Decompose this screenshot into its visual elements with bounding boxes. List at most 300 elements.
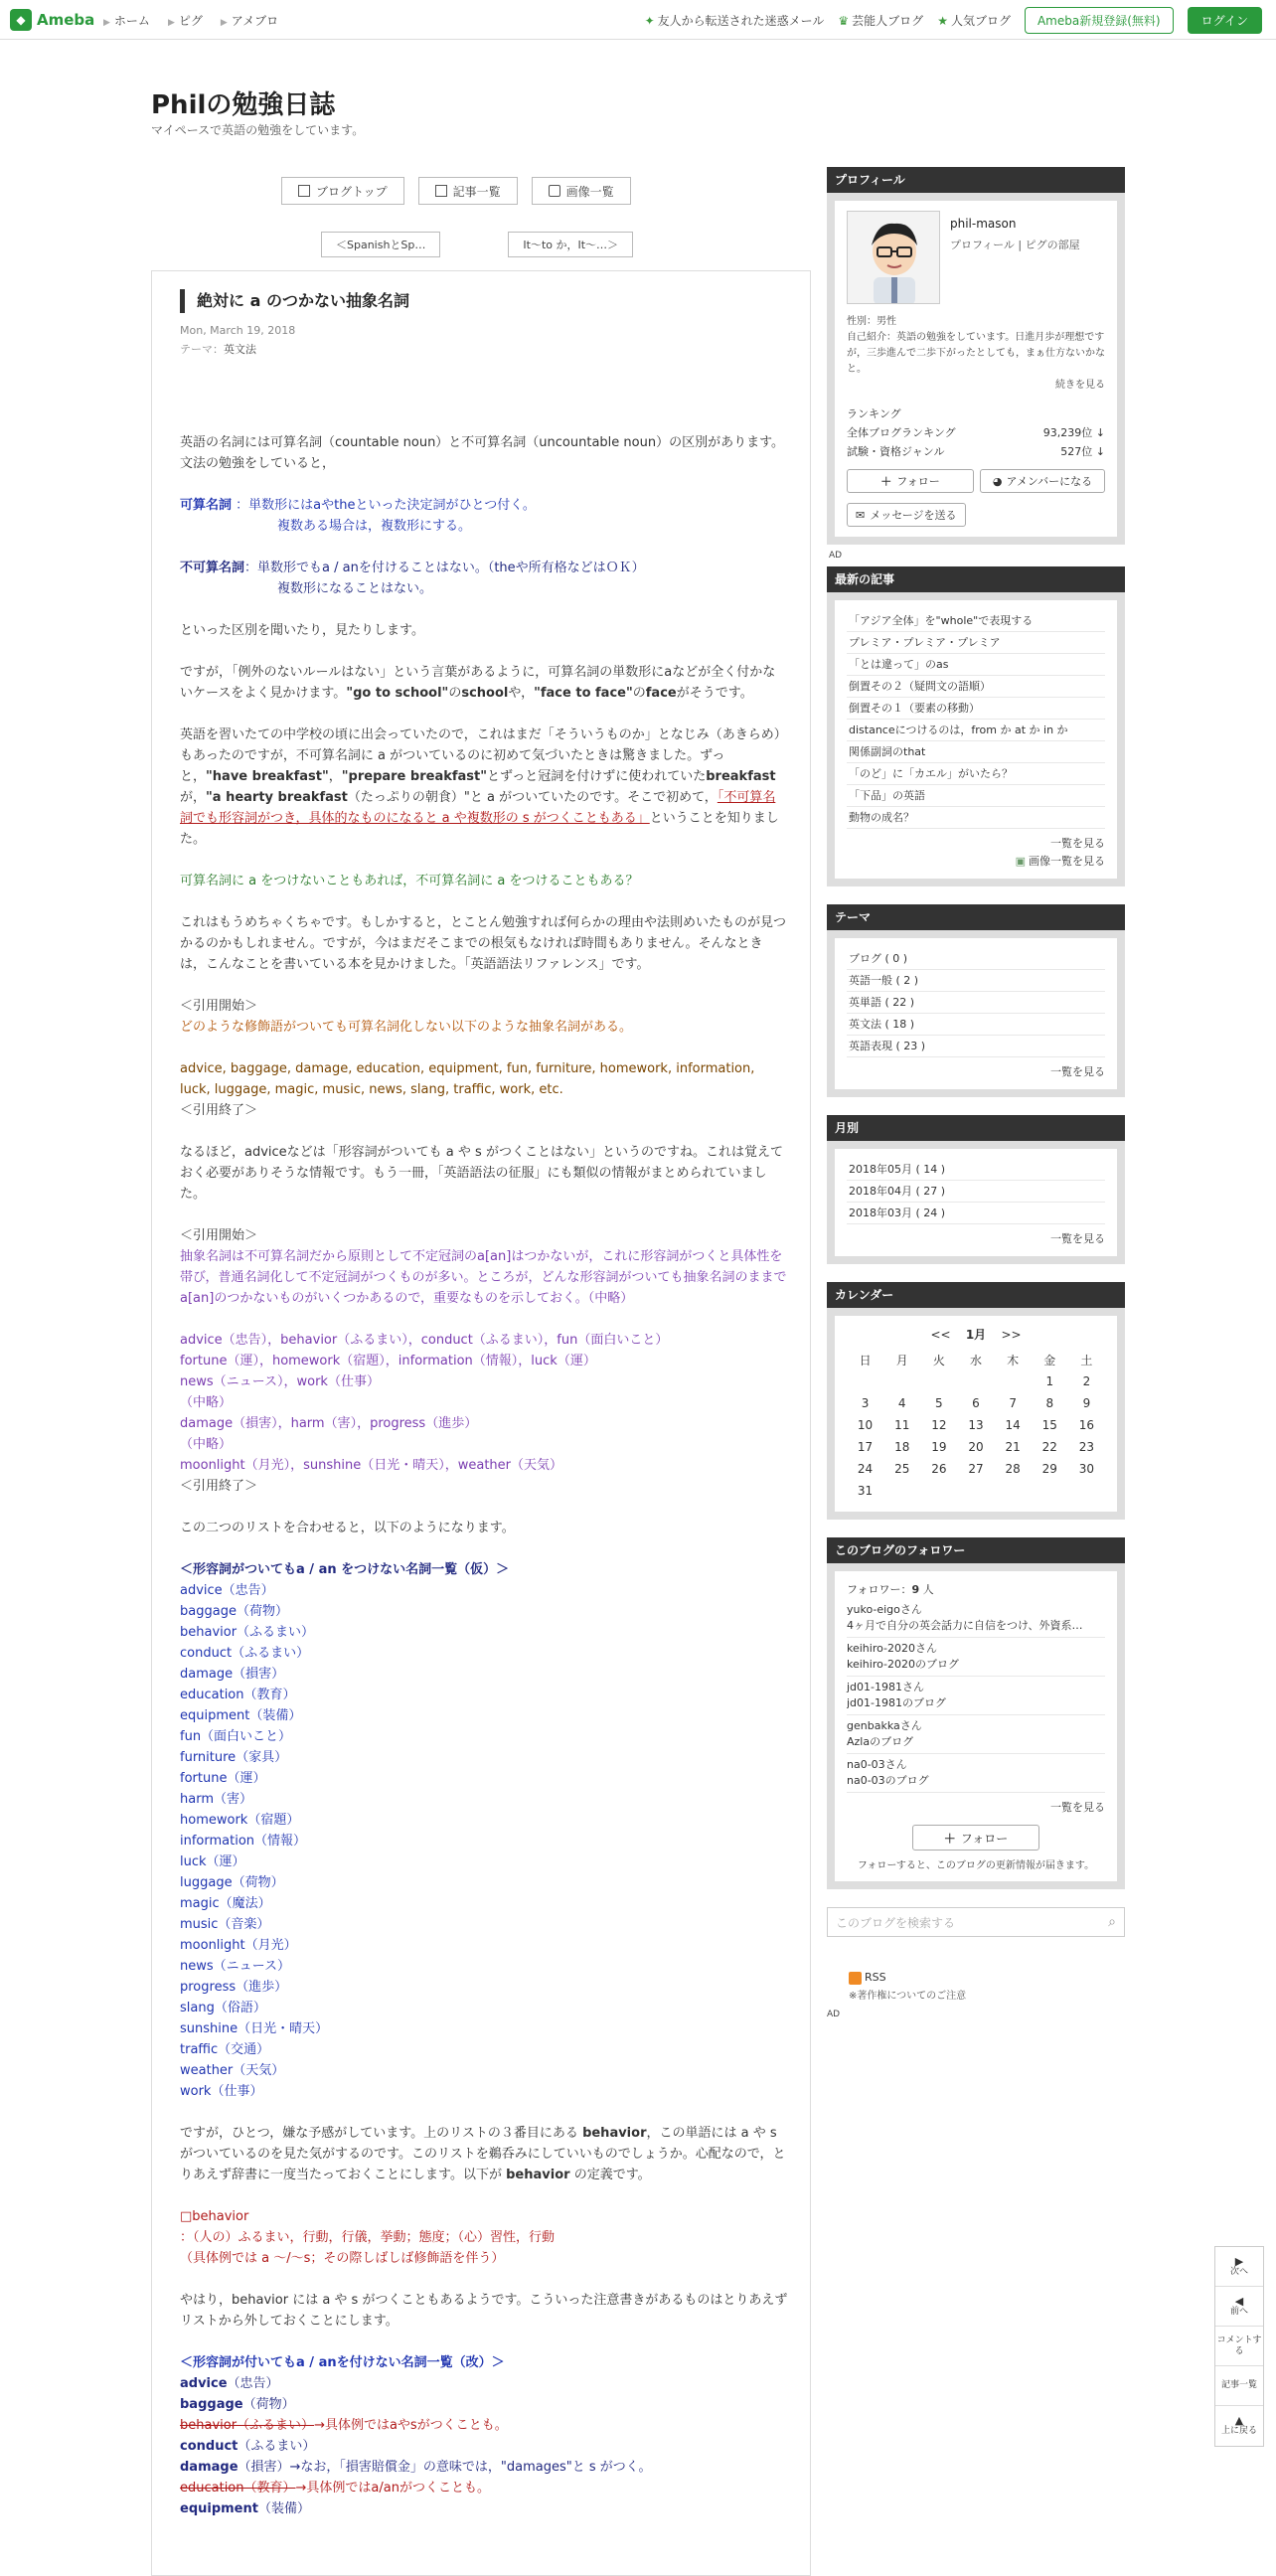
link-popular-blog[interactable] xyxy=(937,12,1011,29)
calendar-day[interactable]: 24 xyxy=(857,1462,874,1476)
calendar-weekday: 月 xyxy=(895,1353,908,1368)
follower-item[interactable] xyxy=(847,1677,1105,1715)
follower-name[interactable]: jd01-1981さん xyxy=(847,1681,924,1693)
search-icon[interactable]: ⌕ xyxy=(1108,1914,1116,1930)
float-prev-button[interactable] xyxy=(1215,2287,1263,2327)
calendar-day[interactable]: 6 xyxy=(972,1396,980,1410)
float-top-button[interactable] xyxy=(1215,2406,1263,2446)
recent-article-link[interactable]: 「アジア全体」を"whole"で表現する xyxy=(847,610,1105,632)
article-list-button[interactable] xyxy=(418,177,518,205)
calendar-week-row xyxy=(847,1414,1105,1436)
pigg-room-link[interactable]: ピグの部屋 xyxy=(1025,239,1080,251)
list-item xyxy=(180,2478,788,2498)
list-title: ＜形容詞がついてもa / an をつけない名詞一覧（仮）＞ xyxy=(180,1562,510,1577)
monthly-more-link[interactable]: 一覧を見る xyxy=(1050,1232,1105,1245)
paragraph: といった区別を聞いたり，見たりします。 xyxy=(180,623,424,638)
recent-article-link[interactable]: プレミア・プレミア・プレミア xyxy=(847,632,1105,654)
list-item: work（仕事） xyxy=(180,2084,263,2099)
list-item: damage（損害） xyxy=(180,1667,285,1682)
float-prev-label: 前へ xyxy=(1229,2306,1248,2317)
calendar-weekday-row xyxy=(847,1349,1105,1370)
calendar-day[interactable]: 8 xyxy=(1045,1396,1054,1410)
profile-buttons xyxy=(847,469,1105,493)
float-top-label: 上に戻る xyxy=(1220,2426,1257,2436)
follower-item[interactable] xyxy=(847,1754,1105,1793)
calendar-day xyxy=(883,1480,920,1502)
profile-meta xyxy=(847,304,1105,394)
theme-link[interactable]: 英語表現 ( 23 ) xyxy=(847,1036,1105,1057)
ranking-label[interactable]: 全体ブログランキング xyxy=(847,426,956,439)
follow-label: フォロー xyxy=(960,1831,1009,1846)
chevron-right-icon: ▶ xyxy=(167,17,175,28)
ranking-row xyxy=(847,424,1105,440)
register-button[interactable]: Ameba新規登録(無料) xyxy=(1025,7,1174,34)
calendar-week-row xyxy=(847,1370,1105,1392)
calendar-month: 1月 xyxy=(965,1328,987,1342)
uncountable-line-1: ：単数形でもa / anを付けることはない。（theや所有格などはＯＫ） xyxy=(244,561,645,575)
profile-buttons xyxy=(847,503,1105,527)
ranking-value: 93,239位 ↓ xyxy=(1042,426,1105,439)
struck-noun: education（教育） xyxy=(180,2481,296,2496)
list-item: weather（天気） xyxy=(180,2063,285,2078)
list-item: behavior（ふるまい） xyxy=(180,1625,315,1640)
calendar-day[interactable]: 21 xyxy=(1005,1440,1021,1454)
list-title: ＜形容詞が付いてもa / anを付けない名詞一覧（改）＞ xyxy=(180,2355,505,2370)
profile-links: プロフィール | ピグの部屋 xyxy=(950,239,1080,251)
recent-article-link[interactable]: 「下品」の英語 xyxy=(847,785,1105,807)
quote-line: moonlight（月光），sunshine（日光・晴天），weather（天気） xyxy=(180,1458,563,1473)
calendar-day xyxy=(847,1370,883,1392)
image-list-button[interactable] xyxy=(532,177,631,205)
plus-icon: ＋ xyxy=(880,475,892,488)
followers-box xyxy=(827,1537,1125,1889)
question-highlight: 可算名詞に a をつけないこともあれば，不可算名詞に a をつけることもある？ xyxy=(180,874,639,888)
quote-line: damage（損害），harm（害），progress（進歩） xyxy=(180,1416,478,1431)
calendar-day[interactable]: 15 xyxy=(1041,1418,1057,1432)
calendar-week-row xyxy=(847,1392,1105,1414)
link-spam-mail[interactable] xyxy=(645,12,825,29)
rss-link[interactable] xyxy=(827,1971,1125,1985)
ameba-logo[interactable] xyxy=(10,8,94,32)
calendar-week-row xyxy=(847,1436,1105,1458)
follower-name[interactable]: na0-03さん xyxy=(847,1758,907,1771)
noun-note: →具体例ではa/anがつくことも。 xyxy=(295,2481,490,2496)
calendar-day xyxy=(957,1480,994,1502)
recent-article-link[interactable]: 「のど」に「カエル」がいたら？ xyxy=(847,763,1105,785)
recent-header: 最新の記事 xyxy=(827,566,1125,592)
calendar-day[interactable]: 9 xyxy=(1082,1396,1091,1410)
calendar-day[interactable]: 28 xyxy=(1005,1462,1021,1476)
text-run: ということを知りました。 xyxy=(180,811,779,847)
list-item: information（情報） xyxy=(180,1834,307,1849)
monthly-list xyxy=(847,1159,1105,1224)
recent-article-link[interactable]: 「とは違って」のas xyxy=(847,654,1105,676)
noun: conduct xyxy=(180,2439,239,2454)
search-placeholder: このブログを検索する xyxy=(836,1915,956,1930)
noun: baggage xyxy=(180,2397,243,2412)
next-article-button[interactable]: It～to か，It～…＞ xyxy=(508,232,633,257)
floating-nav xyxy=(1214,2246,1264,2447)
paragraph: 英語の名詞には可算名詞（countable noun）と不可算名詞（uncountable noun）の区別があります。文法の勉強をしていると， xyxy=(180,435,785,471)
uncountable-definition xyxy=(180,558,788,578)
uncountable-line-2: 複数形になることはない。 xyxy=(277,581,433,596)
text-bold: "go to school" xyxy=(346,686,449,701)
calendar-header: カレンダー xyxy=(827,1282,1125,1308)
quote-start: ＜引用開始＞ xyxy=(180,999,258,1014)
monthly-link[interactable]: 2018年03月 ( 24 ) xyxy=(847,1203,1105,1224)
calendar-day xyxy=(883,1370,920,1392)
text-bold: breakfast xyxy=(706,769,776,784)
blog-top-label: ブログトップ xyxy=(316,184,388,199)
follower-name[interactable]: yuko-eigoさん xyxy=(847,1603,922,1616)
text-run: の xyxy=(632,686,646,701)
list-item: harm（害） xyxy=(180,1792,252,1807)
calendar-day[interactable]: 13 xyxy=(968,1418,984,1432)
article-theme xyxy=(180,341,256,357)
chevron-right-icon: ▶ xyxy=(220,17,228,28)
mail-icon: ✉ xyxy=(856,508,866,522)
noun-note: →具体例ではaやsがつくことも。 xyxy=(314,2418,508,2433)
profile-more-link[interactable]: 続きを見る xyxy=(1055,380,1105,391)
quote-line: fortune（運），homework（宿題），information（情報），luck（運） xyxy=(180,1354,596,1368)
amember-button[interactable] xyxy=(980,469,1105,493)
calendar-day[interactable]: 16 xyxy=(1078,1418,1095,1432)
list-item xyxy=(180,2498,788,2519)
crown-icon: ♛ xyxy=(838,13,850,28)
logo-text: Ameba xyxy=(37,11,95,29)
camera-icon xyxy=(549,185,560,197)
text-run: ですが，「例外のないルールはない」という言葉があるように，可算名詞の単数形にaなどが全く付かないケースをよく見かけます。 xyxy=(180,665,776,701)
nav-ameblo-label: アメブロ xyxy=(231,13,279,28)
text-run: や， xyxy=(508,686,535,701)
calendar-weekday: 土 xyxy=(1080,1353,1093,1368)
calendar-day xyxy=(920,1370,957,1392)
article-pager xyxy=(321,232,633,257)
nav-pigg-label: ピグ xyxy=(178,13,203,28)
list-item: baggage（荷物） xyxy=(180,1604,288,1619)
float-list-button[interactable] xyxy=(1215,2366,1263,2406)
calendar-day[interactable]: 14 xyxy=(1005,1418,1021,1432)
text-bold: "face to face" xyxy=(534,686,633,701)
quote-line: （中略） xyxy=(180,1437,233,1452)
calendar-day[interactable]: 20 xyxy=(968,1440,984,1454)
text-bold: behavior xyxy=(582,2126,647,2141)
copyright-note-link[interactable]: ※著作権についてのご注意 xyxy=(849,1990,967,2002)
followers-header: このブログのフォロワー xyxy=(827,1537,1125,1563)
paragraph xyxy=(180,724,788,850)
float-list-label: 記事一覧 xyxy=(1220,2380,1257,2390)
star-icon: ✦ xyxy=(644,13,655,28)
profile-link[interactable]: プロフィール xyxy=(950,239,1015,251)
follower-item[interactable] xyxy=(847,1599,1105,1638)
list-item: slang（俗語） xyxy=(180,2001,266,2015)
calendar-day[interactable]: 25 xyxy=(894,1462,910,1476)
top-nav xyxy=(103,0,278,40)
paragraph: なるほど，adviceなどは「形容詞がついても a や s がつくことはない」というのですね。これは覚えておく必要がありそうな情報です。もう一冊，「英語語法の征服」にも類似の情報がまとめられていました。 xyxy=(180,1145,783,1202)
text-bold: face xyxy=(645,686,677,701)
list-item: fortune（運） xyxy=(180,1771,266,1786)
noun-meaning: （装備） xyxy=(257,2501,310,2516)
calendar-day xyxy=(1032,1480,1068,1502)
list-item: magic（魔法） xyxy=(180,1896,271,1911)
quote-end: ＜引用終了＞ xyxy=(180,1479,258,1494)
article xyxy=(151,270,811,2576)
text-run: ですが，ひとつ，嫌な予感がしています。上のリストの３番目にある xyxy=(180,2126,578,2141)
nav-ameblo[interactable] xyxy=(221,12,278,29)
text-run: 英語を習いたての中学校の頃に出会っていたので，これはまだ「そういうものか」となじみ（あきらめ）もあったのですが，不可算名詞に a がついているのに初めて気づいたときは驚きました。ずっと， xyxy=(180,727,787,784)
text-run: とずっと冠詞を付けずに使われていた xyxy=(487,769,707,784)
follower-count-value: 9 xyxy=(911,1583,920,1596)
theme-link[interactable]: 英文法 xyxy=(224,343,256,356)
document-icon xyxy=(298,185,310,197)
float-comment-label: コメントする xyxy=(1216,2334,1262,2356)
paragraph xyxy=(180,2123,788,2185)
dictionary-note: （具体例では a ～/～s；その際しばしば修飾語を伴う） xyxy=(180,2251,505,2266)
paragraph: この二つのリストを合わせると，以下のようになります。 xyxy=(180,1521,515,1535)
list-item xyxy=(180,2373,788,2394)
nav-home[interactable] xyxy=(103,12,150,29)
recent-more-link[interactable]: 一覧を見る xyxy=(1050,837,1105,850)
calendar-day[interactable]: 29 xyxy=(1041,1462,1057,1476)
follower-item[interactable] xyxy=(847,1638,1105,1677)
calendar-day[interactable]: 12 xyxy=(931,1418,947,1432)
nav-pigg[interactable] xyxy=(168,12,203,29)
quote-line: news（ニュース），work（仕事） xyxy=(180,1374,380,1389)
countable-line-1: ：単数形にはaやtheといった決定詞がひとつ付く。 xyxy=(236,498,536,513)
quote-text: 抽象名詞は不可算名詞だから原則として不定冠詞のa[an]はつかないが，これに形容詞がつくと具体性を帯び，普通名詞化して不定冠詞がつくものが多い。ところが，どんな形容詞がついても抽象名詞のままでa[an]のつかないものがいくつかあるので，重要なものを示しておく。（中略） xyxy=(180,1249,787,1306)
paragraph xyxy=(180,662,788,704)
theme-link[interactable]: ブログ ( 0 ) xyxy=(847,948,1105,970)
ranking-label[interactable]: 試験・資格ジャンル xyxy=(847,445,945,458)
rss-label: RSS xyxy=(865,1971,886,1984)
calendar-day[interactable]: 19 xyxy=(931,1440,947,1454)
recent-articles-box xyxy=(827,566,1125,886)
monthly-box xyxy=(827,1115,1125,1264)
calendar-nav xyxy=(847,1326,1105,1343)
countable-definition xyxy=(180,495,788,516)
ad-label: AD xyxy=(829,551,843,561)
ameba-frog-icon: ◆ xyxy=(10,9,32,31)
prev-article-button[interactable]: ＜SpanishとSp… xyxy=(321,232,440,257)
blog-top-button[interactable] xyxy=(281,177,404,205)
triangle-right-icon: ▶ xyxy=(1234,2254,1244,2268)
message-label: メッセージを送る xyxy=(870,509,957,522)
text-run: が， xyxy=(180,790,207,805)
monthly-link[interactable]: 2018年04月 ( 27 ) xyxy=(847,1181,1105,1203)
noun: damage xyxy=(180,2460,239,2475)
list-item: fun（面白いこと） xyxy=(180,1729,292,1744)
image-list-link[interactable] xyxy=(847,853,1105,869)
monthly-header: 月別 xyxy=(827,1115,1125,1141)
countable-line-2: 複数ある場合は，複数形にする。 xyxy=(277,519,472,534)
calendar-day[interactable]: 1 xyxy=(1045,1374,1054,1388)
noun-meaning: （忠告） xyxy=(227,2376,279,2391)
calendar-day[interactable]: 30 xyxy=(1078,1462,1095,1476)
quote-word-list: advice, baggage, damage, education, equipment, fun, furniture, homework, information, luck, luggage, magic, music, news, slang, traffic, work, etc. xyxy=(180,1061,755,1097)
follower-blog[interactable]: na0-03のブログ xyxy=(847,1774,929,1787)
list-item: luggage（荷物） xyxy=(180,1875,284,1890)
profile-gender: 性別：男性 xyxy=(847,316,896,327)
profile-header: プロフィール xyxy=(827,167,1125,193)
ad-label-2: AD xyxy=(827,2009,841,2019)
calendar-day xyxy=(1068,1480,1105,1502)
calendar-day[interactable]: 31 xyxy=(857,1484,874,1498)
article-title[interactable]: 絶対に a のつかない抽象名詞 xyxy=(180,289,409,313)
calendar-day[interactable]: 2 xyxy=(1082,1374,1091,1388)
calendar-day[interactable]: 10 xyxy=(857,1418,874,1432)
theme-link[interactable]: 英語一般 ( 2 ) xyxy=(847,970,1105,992)
calendar-day[interactable]: 23 xyxy=(1078,1440,1095,1454)
amember-icon: ◕ xyxy=(992,474,1003,488)
calendar-day xyxy=(995,1480,1032,1502)
blog-search[interactable] xyxy=(827,1907,1125,1937)
float-comment-button[interactable] xyxy=(1215,2327,1263,2366)
theme-box xyxy=(827,904,1125,1097)
list-item: homework（宿題） xyxy=(180,1813,300,1828)
follow-button[interactable] xyxy=(847,469,974,493)
theme-link[interactable]: 英文法 ( 18 ) xyxy=(847,1014,1105,1036)
calendar-weekday: 日 xyxy=(859,1353,872,1368)
monthly-link[interactable]: 2018年05月 ( 14 ) xyxy=(847,1159,1105,1181)
follower-blog[interactable]: keihiro-2020のブログ xyxy=(847,1658,960,1671)
calendar-week-row xyxy=(847,1480,1105,1502)
calendar-day[interactable]: 7 xyxy=(1009,1396,1017,1410)
recent-article-link[interactable]: 倒置その１（要素の移動） xyxy=(847,698,1105,720)
follow-button-2[interactable] xyxy=(912,1825,1039,1851)
text-bold: school xyxy=(461,686,509,701)
plus-icon: ＋ xyxy=(943,1831,956,1846)
list-item: equipment（装備） xyxy=(180,1708,302,1723)
triangle-up-icon: ▲ xyxy=(1234,2414,1244,2427)
blog-title[interactable]: Philの勉強日誌 xyxy=(151,90,336,120)
triangle-left-icon: ◀ xyxy=(1234,2294,1244,2308)
image-icon: ▣ xyxy=(1015,855,1026,868)
dictionary-definition: ：（人の）ふるまい，行動，行儀，挙動；態度；（心）習性，行動 xyxy=(180,2230,556,2245)
noun: equipment xyxy=(180,2501,258,2516)
theme-link[interactable]: 英単語 ( 22 ) xyxy=(847,992,1105,1014)
noun: advice xyxy=(180,2376,228,2391)
article-body xyxy=(180,432,788,2519)
theme-list xyxy=(847,948,1105,1057)
text-run: の xyxy=(448,686,462,701)
list-icon xyxy=(435,185,447,197)
text-bold: behavior xyxy=(506,2168,570,2182)
recent-article-link[interactable]: 動物の成名？ xyxy=(847,807,1105,829)
noun-meaning: （荷物） xyxy=(242,2397,295,2412)
recent-article-link[interactable]: 倒置その２（疑問文の語順） xyxy=(847,676,1105,698)
sidebar xyxy=(827,167,1125,2019)
text-run: の定義です。 xyxy=(573,2168,651,2182)
link-celebrity-blog[interactable] xyxy=(838,12,923,29)
top-bar xyxy=(0,0,1276,40)
calendar-day xyxy=(957,1370,994,1392)
uncountable-label: 不可算名詞 xyxy=(180,561,245,575)
profile-box xyxy=(827,167,1125,545)
nav-home-label: ホーム xyxy=(113,13,150,28)
follower-count xyxy=(847,1581,1105,1597)
calendar-day[interactable]: 11 xyxy=(894,1418,910,1432)
list-item: advice（忠告） xyxy=(180,1583,274,1598)
amember-label: アメンバーになる xyxy=(1006,475,1093,488)
theme-header: テーマ xyxy=(827,904,1125,930)
profile-name[interactable]: phil-mason xyxy=(950,217,1017,231)
list-item: education（教育） xyxy=(180,1688,296,1702)
follower-count-label: フォロワー： xyxy=(847,1583,912,1596)
follower-count-unit: 人 xyxy=(922,1583,934,1596)
paragraph: これはもうめちゃくちゃです。もしかすると，とことん勉強すれば何らかの理由や法則めいたものが見つかるのかもしれません。ですが，今はまだそこまでの根気もなければ時間もありません。そんなときは，こんなことを書いている本を見かけました。「英語語法リファレンス」です。 xyxy=(180,915,786,972)
theme-more-link[interactable]: 一覧を見る xyxy=(1050,1065,1105,1078)
list-item: moonlight（月光） xyxy=(180,1938,297,1953)
calendar-prev[interactable]: << xyxy=(930,1328,951,1342)
follower-blog[interactable]: 4ヶ月で自分の英会話力に自信をつけ、外資系… xyxy=(847,1619,1083,1632)
quote-line: （中略） xyxy=(180,1395,233,1410)
recent-list xyxy=(847,610,1105,829)
calendar-day[interactable]: 22 xyxy=(1041,1440,1057,1454)
list-item: furniture（家具） xyxy=(180,1750,288,1765)
recent-article-link[interactable]: 関係副詞のthat xyxy=(847,741,1105,763)
text-run: と a がついていたのです。そこで初めて， xyxy=(469,790,718,805)
list-item: news（ニュース） xyxy=(180,1959,290,1974)
link-celebrity-label: 芸能人ブログ xyxy=(852,13,924,28)
image-list-label: 画像一覧 xyxy=(565,184,614,199)
calendar-day[interactable]: 3 xyxy=(861,1396,870,1410)
message-button[interactable] xyxy=(847,503,966,527)
quote-text: どのような修飾語がついても可算名詞化しない以下のような抽象名詞がある。 xyxy=(180,1020,633,1035)
calendar-day[interactable]: 4 xyxy=(897,1396,906,1410)
list-item: luck（運） xyxy=(180,1854,245,1869)
follower-item[interactable] xyxy=(847,1715,1105,1754)
follower-blog[interactable]: Azlaのブログ xyxy=(847,1735,914,1748)
recent-article-link[interactable]: distanceにつけるのは，from か at か in か xyxy=(847,720,1105,741)
calendar-day[interactable]: 26 xyxy=(931,1462,947,1476)
calendar-next[interactable]: >> xyxy=(1001,1328,1022,1342)
followers-more-link[interactable]: 一覧を見る xyxy=(1050,1801,1105,1814)
calendar-day xyxy=(920,1480,957,1502)
calendar-week-row xyxy=(847,1458,1105,1480)
float-next-label: 次へ xyxy=(1229,2266,1248,2277)
paragraph: やはり，behavior には a や s がつくこともあるようです。こういった注意書きがあるものはとりあえずリストから外しておくことにします。 xyxy=(180,2293,788,2329)
calendar-day[interactable]: 17 xyxy=(857,1440,874,1454)
list-item: sunshine（日光・晴天） xyxy=(180,2021,329,2036)
calendar-day[interactable]: 18 xyxy=(894,1440,910,1454)
struck-noun: behavior（ふるまい） xyxy=(180,2418,315,2433)
list-item: music（音楽） xyxy=(180,1917,270,1932)
calendar-weekday: 木 xyxy=(1007,1353,1020,1368)
profile-intro: 自己紹介：英語の勉強をしています。日進月歩が理想ですが，三歩進んで二歩下がったとしても，まぁ仕方ないかなと。 xyxy=(847,332,1105,375)
avatar[interactable] xyxy=(847,211,940,304)
text-bold: "prepare breakfast" xyxy=(341,769,488,784)
calendar-day[interactable]: 27 xyxy=(968,1462,984,1476)
list-item xyxy=(180,2457,788,2478)
blog-description: マイペースで英語の勉強をしています。 xyxy=(151,123,365,137)
calendar-day[interactable]: 5 xyxy=(935,1396,943,1410)
float-next-button[interactable] xyxy=(1215,2247,1263,2287)
list-item: traffic（交通） xyxy=(180,2042,270,2057)
follower-list xyxy=(847,1599,1105,1793)
noun-meaning: （損害）→なお，「損害賠償金」の意味では，"damages"と s がつく。 xyxy=(238,2460,652,2475)
follow-note: フォローすると、このブログの更新情報が届きます。 xyxy=(857,1860,1095,1871)
login-button[interactable]: ログイン xyxy=(1188,7,1262,34)
list-item xyxy=(180,2415,788,2436)
follower-name[interactable]: genbakkaさん xyxy=(847,1719,922,1732)
follower-blog[interactable]: jd01-1981のブログ xyxy=(847,1696,946,1709)
quote-end: ＜引用終了＞ xyxy=(180,1103,258,1118)
follower-name[interactable]: keihiro-2020さん xyxy=(847,1642,938,1655)
calendar-weekday: 水 xyxy=(969,1353,982,1368)
ranking-heading: ランキング xyxy=(847,407,901,420)
calendar-table xyxy=(847,1349,1105,1502)
theme-label: テーマ： xyxy=(180,343,224,356)
